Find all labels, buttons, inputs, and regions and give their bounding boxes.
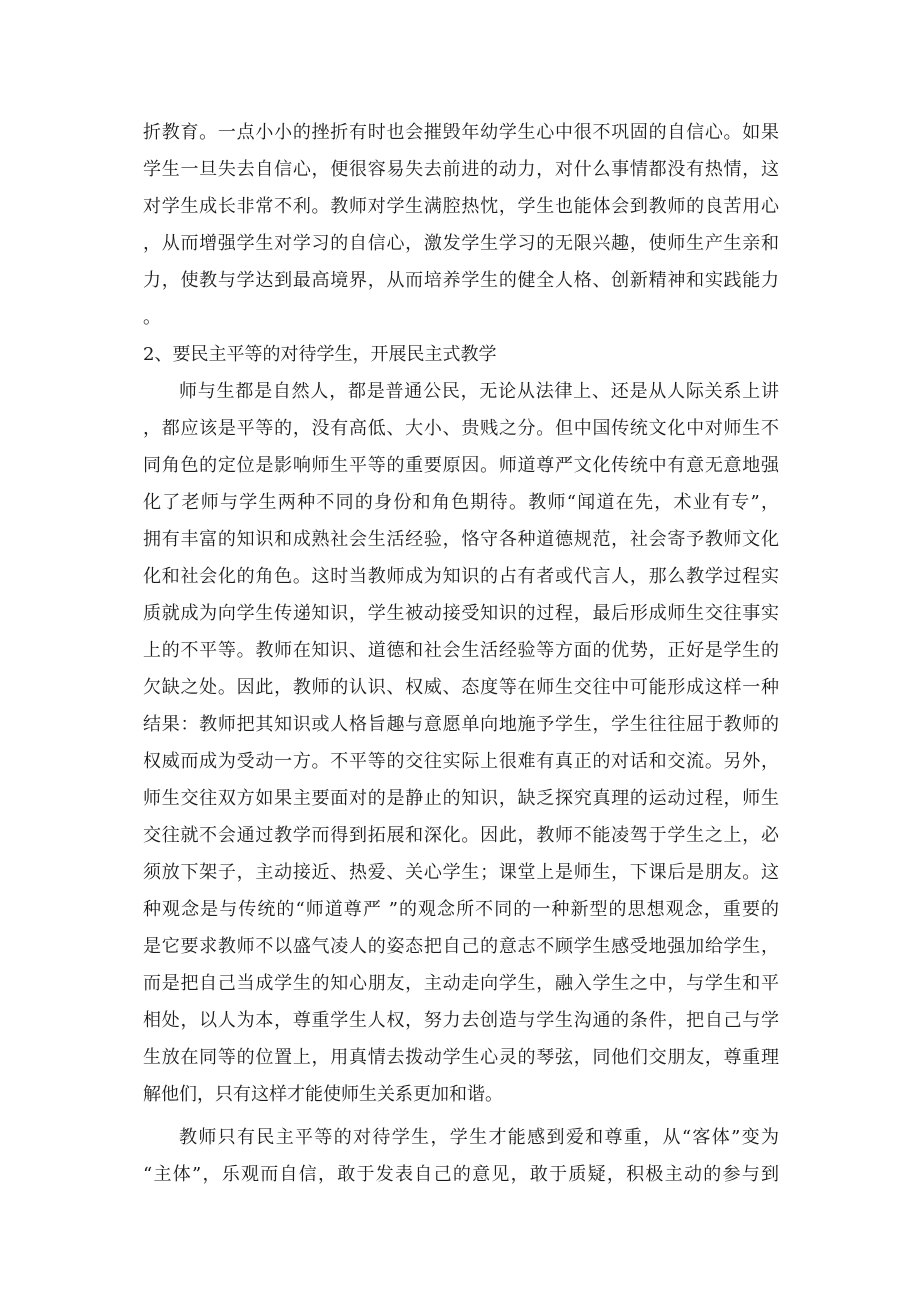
text-line: 同角色的定位是影响师生平等的重要原因。师道尊严文化传统中有意无意地强 — [143, 455, 779, 476]
text-line: “主体”，乐观而自信，敢于发表自己的意见，敢于质疑，积极主动的参与到 — [143, 1164, 779, 1185]
text-line: 师生交往双方如果主要面对的是静止的知识，缺乏探究真理的运动过程，师生 — [143, 788, 779, 809]
text-line: 交往就不会通过教学而得到拓展和深化。因此，教师不能凌驾于学生之上，必 — [143, 825, 779, 846]
text-line: 解他们，只有这样才能使师生关系更加和谐。 — [143, 1084, 503, 1105]
text-line: 化和社会化的角色。这时当教师成为知识的占有者或代言人，那么教学过程实 — [143, 566, 779, 587]
text-line: 须放下架子，主动接近、热爱、关心学生；课堂上是师生，下课后是朋友。这 — [143, 862, 779, 883]
text-line: 而是把自己当成学生的知心朋友，主动走向学生，融入学生之中，与学生和平 — [143, 973, 779, 994]
text-line: 师与生都是自然人，都是普通公民，无论从法律上、还是从人际关系上讲 — [179, 381, 779, 402]
text-line: 折教育。一点小小的挫折有时也会摧毁年幼学生心中很不巩固的自信心。如果 — [143, 122, 779, 143]
text-line: 力，使教与学达到最高境界，从而培养学生的健全人格、创新精神和实践能力 — [143, 270, 779, 291]
text-line: 学生一旦失去自信心，便很容易失去前进的动力，对什么事情都没有热情，这 — [143, 159, 779, 180]
text-line: 结果：教师把其知识或人格旨趣与意愿单向地施予学生，学生往往屈于教师的 — [143, 714, 779, 735]
text-line: 质就成为向学生传递知识，学生被动接受知识的过程，最后形成师生交往事实 — [143, 603, 779, 624]
text-line: 相处，以人为本，尊重学生人权，努力去创造与学生沟通的条件，把自己与学 — [143, 1010, 779, 1031]
text-line: 拥有丰富的知识和成熟社会生活经验，恪守各种道德规范，社会寄予教师文化 — [143, 529, 779, 550]
document-body — [143, 114, 779, 1193]
text-line: 生放在同等的位置上，用真情去拨动学生心灵的琴弦，同他们交朋友，尊重理 — [143, 1047, 779, 1068]
paragraph-equality — [143, 373, 779, 1113]
text-line: 对学生成长非常不利。教师对学生满腔热忱，学生也能体会到教师的良苦用心 — [143, 196, 779, 217]
paragraph-subject — [143, 1119, 779, 1193]
text-line: 权威而成为受动一方。不平等的交往实际上很难有真正的对话和交流。另外， — [143, 751, 779, 772]
text-line: ，都应该是平等的，没有高低、大小、贵贱之分。但中国传统文化中对师生不 — [143, 418, 779, 439]
text-line: 是它要求教师不以盛气凌人的姿态把自己的意志不顾学生感受地强加给学生， — [143, 936, 779, 957]
text-line: 。 — [143, 307, 161, 328]
paragraph-continued — [143, 114, 779, 336]
text-line: 种观念是与传统的“师道尊严 ”的观念所不同的一种新型的思想观念，重要的 — [143, 899, 779, 920]
text-line: ，从而增强学生对学习的自信心，激发学生学习的无限兴趣，使师生产生亲和 — [143, 233, 779, 254]
text-line: 化了老师与学生两种不同的身份和角色期待。教师“闻道在先，术业有专”， — [143, 492, 779, 513]
section-heading: 2、要民主平等的对待学生，开展民主式教学 — [143, 344, 497, 365]
text-line: 欠缺之处。因此，教师的认识、权威、态度等在师生交往中可能形成这样一种 — [143, 677, 779, 698]
text-line: 上的不平等。教师在知识、道德和社会生活经验等方面的优势，正好是学生的 — [143, 640, 779, 661]
text-line: 教师只有民主平等的对待学生，学生才能感到爱和尊重，从“客体”变为 — [179, 1127, 779, 1148]
